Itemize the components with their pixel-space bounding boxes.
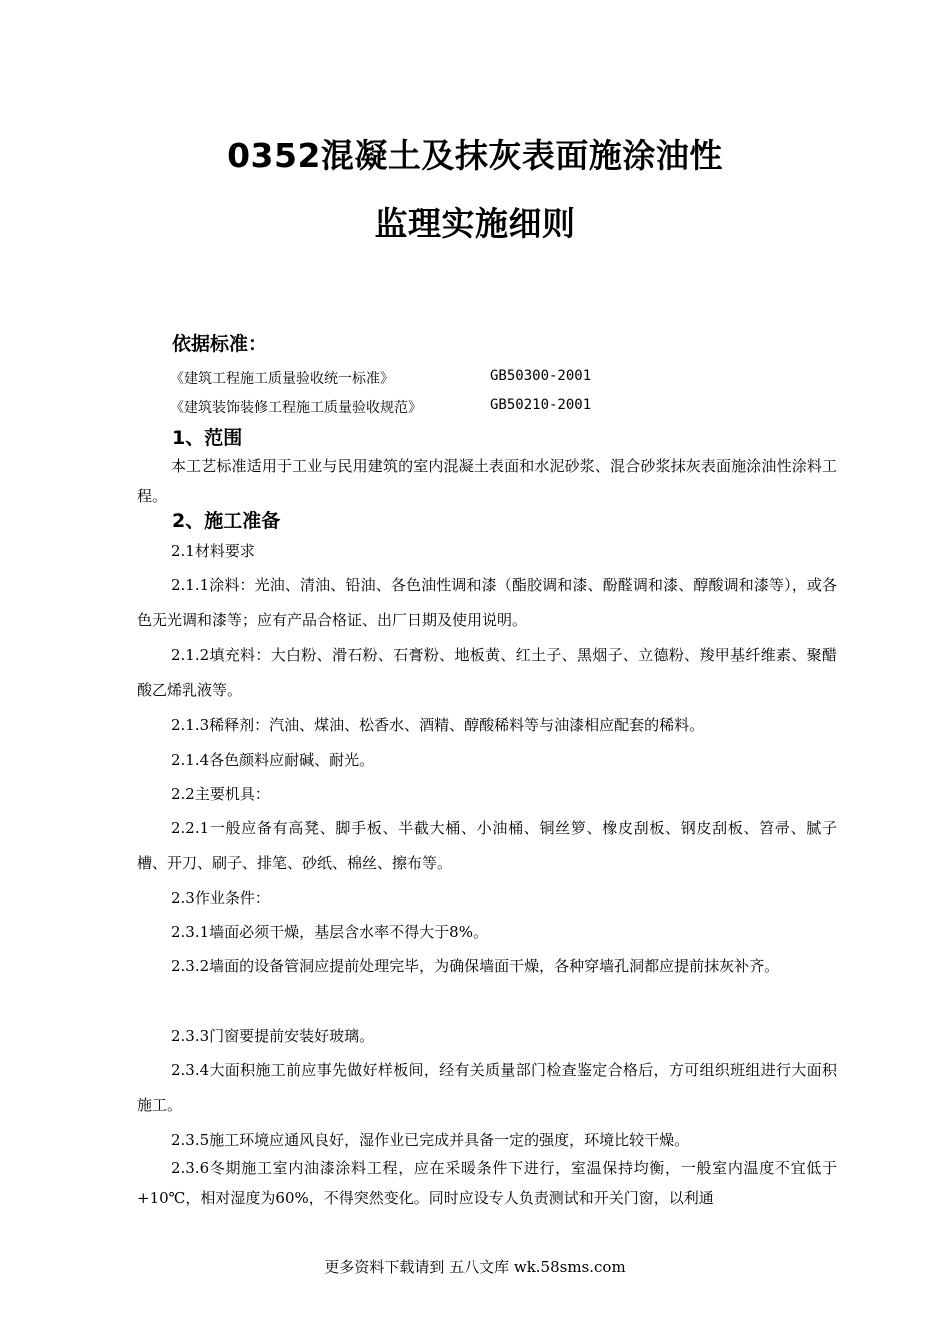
standard-code: GB50300-2001 <box>490 368 592 384</box>
doc-title-line1: 0352混凝土及抹灰表面施涂油性 <box>227 136 723 175</box>
paragraph: 2.2主要机具： <box>171 785 270 803</box>
doc-title-line2: 监理实施细则 <box>374 204 576 243</box>
standard-item <box>170 397 810 417</box>
paragraph: 2.1.4各色颜料应耐碱、耐光。 <box>171 751 375 769</box>
standard-name: 《建筑工程施工质量验收统一标准》 <box>170 371 394 387</box>
section1-heading: 1、范围 <box>172 427 243 449</box>
standard-item <box>170 368 810 388</box>
paragraph: 2.3.2墙面的设备管洞应提前处理完毕，为确保墙面干燥，各种穿墙孔洞都应提前抹灰补齐。 <box>171 957 780 975</box>
standard-code: GB50210-2001 <box>490 397 592 413</box>
section1-text: 本工艺标准适用于工业与民用建筑的室内混凝土表面和水泥砂浆、混合砂浆抹灰表面施涂油性涂料工程。 <box>137 457 837 505</box>
paragraph: 2.3作业条件： <box>171 889 270 907</box>
footer-download-link[interactable]: 更多资料下载请到 五八文库 wk.58sms.com <box>324 1258 626 1276</box>
paragraph: 2.1.2填充料：大白粉、滑石粉、石膏粉、地板黄、红土子、黑烟子、立德粉、羧甲基纤维素、聚醋酸乙烯乳液等。 <box>137 646 837 699</box>
paragraph: 2.3.4大面积施工前应事先做好样板间，经有关质量部门检查鉴定合格后，方可组织班组进行大面积施工。 <box>137 1061 837 1114</box>
paragraph: 2.3.5施工环境应通风良好，湿作业已完成并具备一定的强度，环境比较干燥。 <box>171 1131 690 1149</box>
paragraph: 2.2.1一般应备有高凳、脚手板、半截大桶、小油桶、铜丝箩、橡皮刮板、钢皮刮板、笤帚、腻子槽、开刀、刷子、排笔、砂纸、棉丝、擦布等。 <box>137 819 837 872</box>
section2-heading: 2、施工准备 <box>172 510 281 532</box>
standard-name: 《建筑装饰装修工程施工质量验收规范》 <box>170 400 422 416</box>
paragraph: 2.1材料要求 <box>171 542 255 560</box>
paragraph: 2.1.3稀释剂：汽油、煤油、松香水、酒精、醇酸稀料等与油漆相应配套的稀料。 <box>171 716 705 734</box>
paragraph: 2.3.6冬期施工室内油漆涂料工程，应在采暖条件下进行，室温保持均衡，一般室内温度不宜低于+10℃，相对湿度为60%，不得突然变化。同时应设专人负责测试和开关门窗，以利通 <box>137 1159 837 1207</box>
paragraph: 2.3.1墙面必须干燥，基层含水率不得大于8%。 <box>171 923 488 941</box>
basis-heading: 依据标准： <box>172 333 268 355</box>
paragraph: 2.1.1涂料：光油、清油、铅油、各色油性调和漆（酯胶调和漆、酚醛调和漆、醇酸调和漆等），或各色无光调和漆等；应有产品合格证、出厂日期及使用说明。 <box>137 576 837 629</box>
paragraph: 2.3.3门窗要提前安装好玻璃。 <box>171 1027 375 1045</box>
